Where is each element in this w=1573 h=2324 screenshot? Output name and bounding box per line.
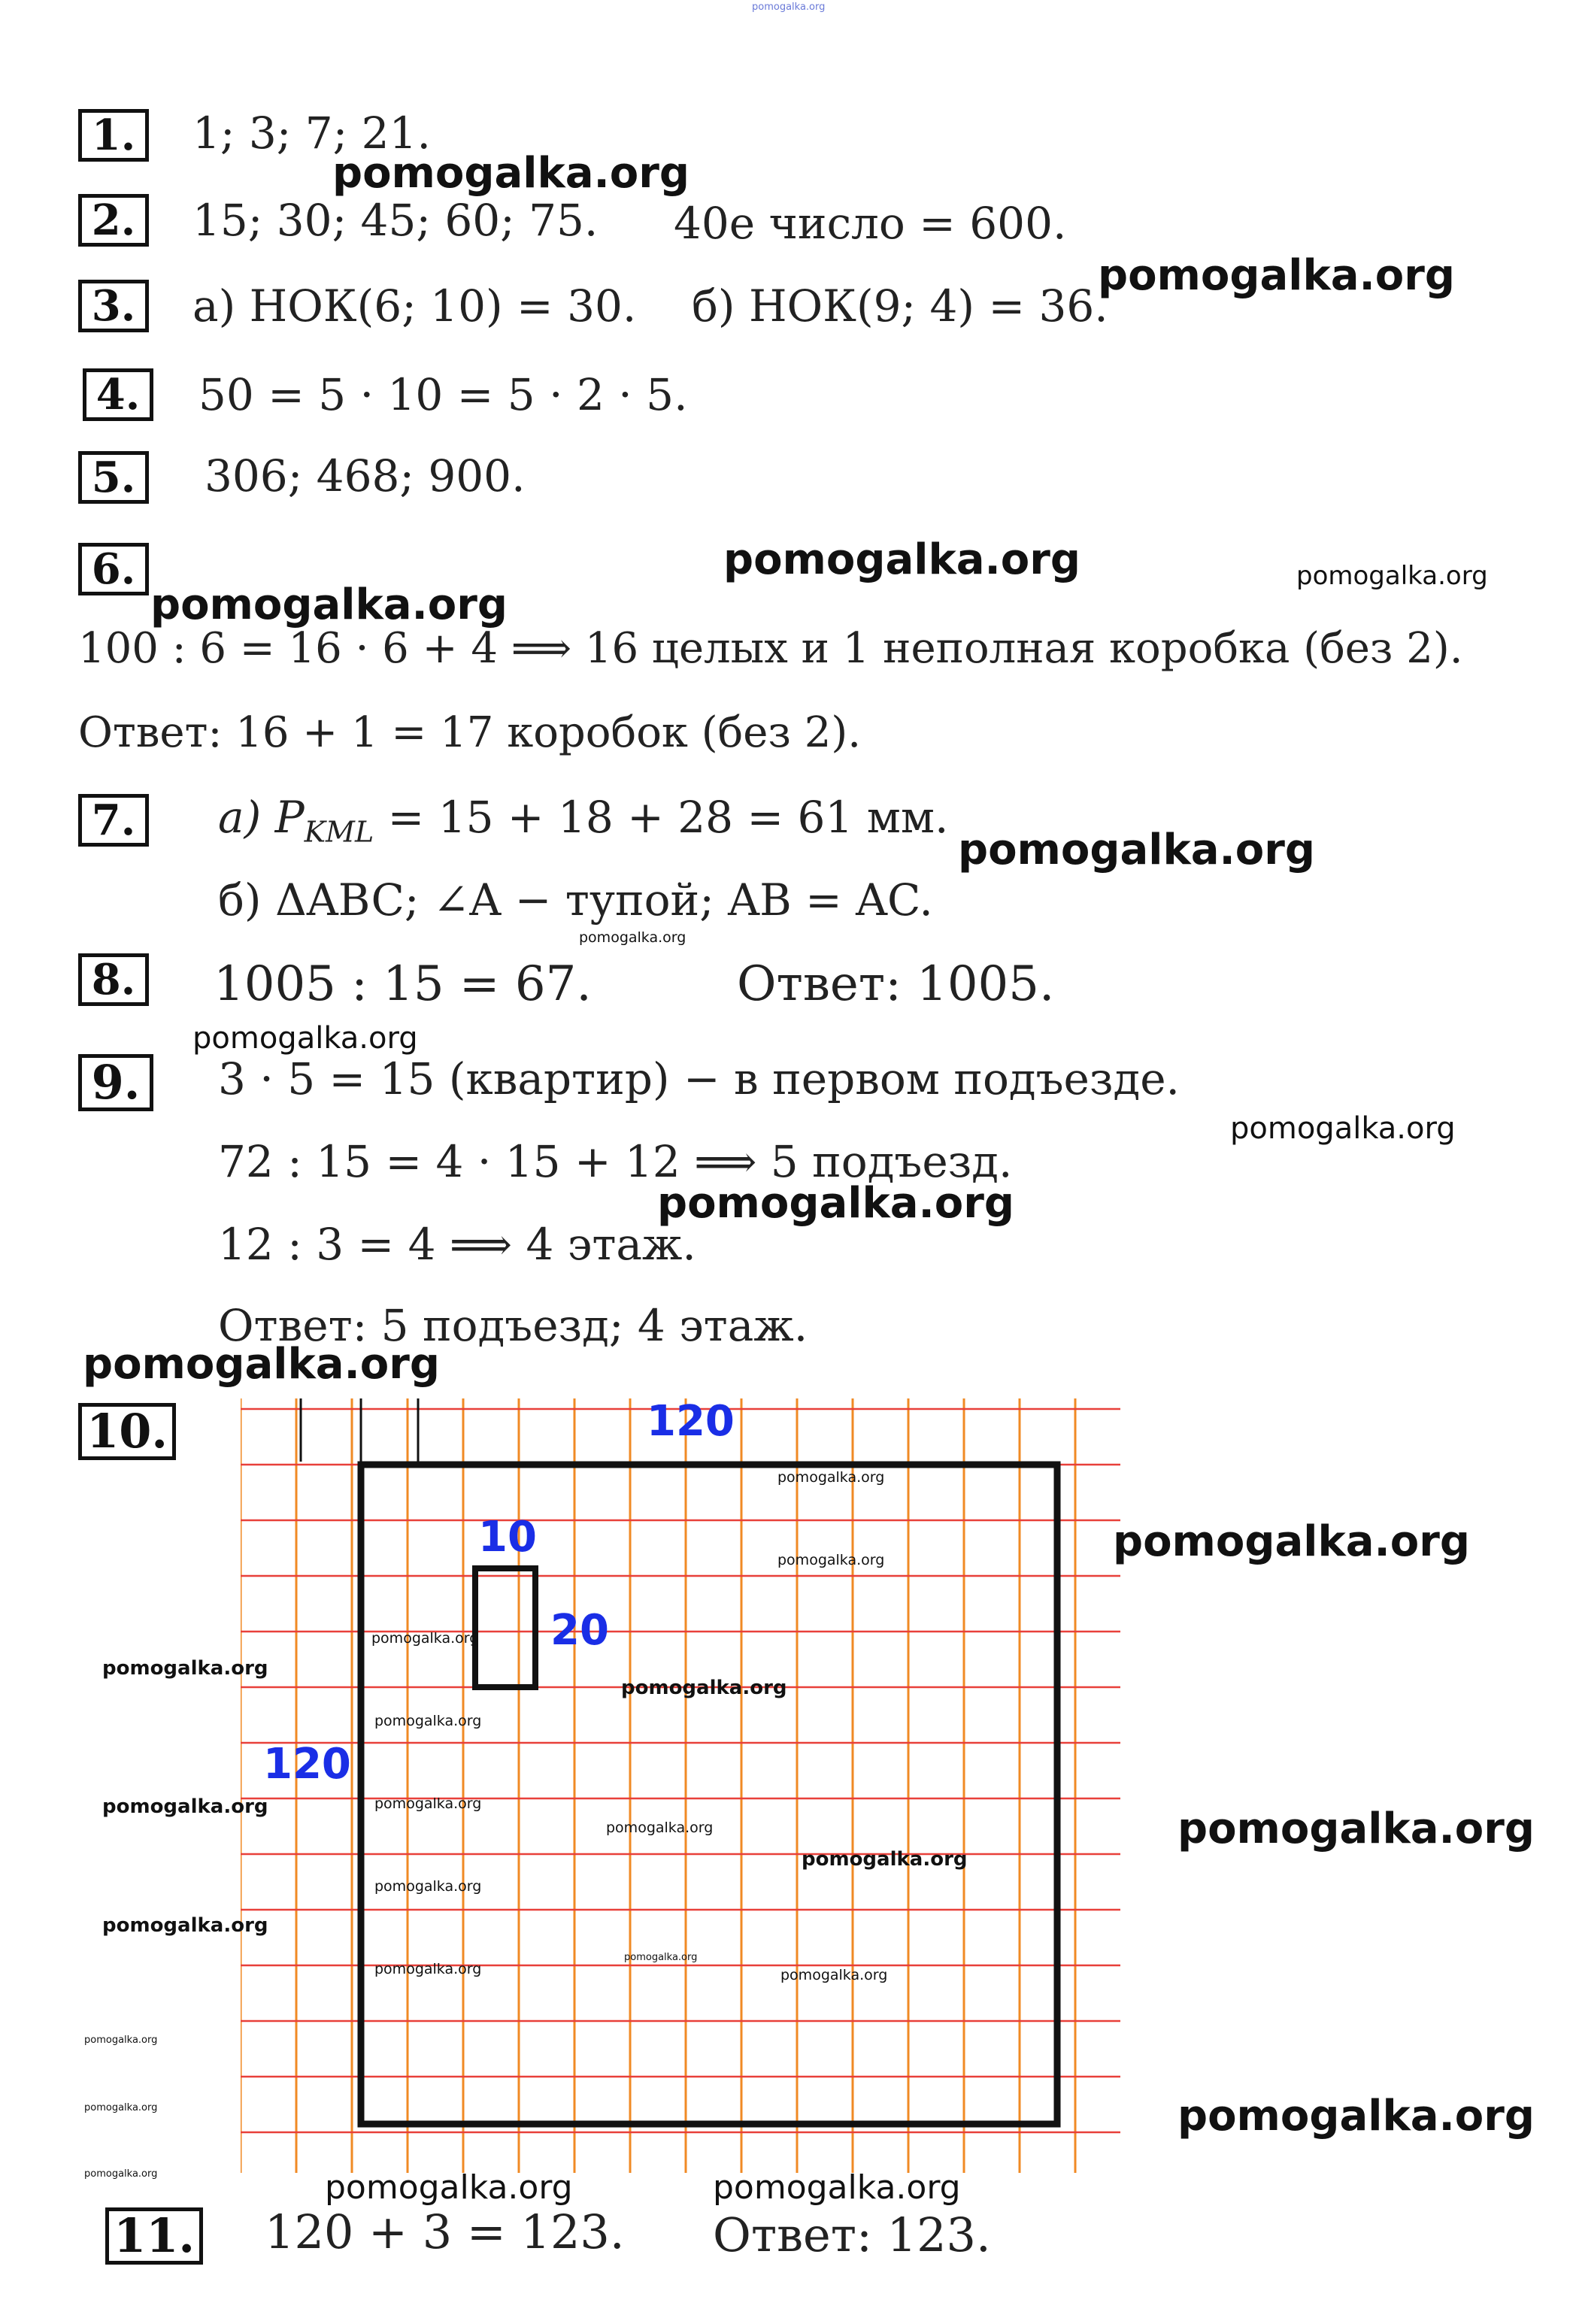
task-6-line-1: 100 : 6 = 16 · 6 + 4 ⟹ 16 целых и 1 неполная коробка (без 2). — [78, 624, 1463, 673]
task-8-text: 1005 : 15 = 67. — [214, 956, 592, 1012]
watermark: pomogalka.org — [332, 149, 690, 198]
watermark: pomogalka.org — [374, 1713, 482, 1729]
task-7-a-prefix: а) P — [218, 792, 305, 843]
task-7-a-subscript: KML — [304, 815, 374, 849]
watermark: pomogalka.org — [579, 929, 686, 946]
task-9-answer: Ответ: 5 подъезд; 4 этаж. — [218, 1300, 808, 1351]
watermark: pomogalka.org — [150, 580, 508, 629]
grid-lines — [241, 1398, 1120, 2173]
task-8-number: 8. — [78, 953, 149, 1006]
task-7-part-a — [218, 791, 948, 859]
task-1-text: 1; 3; 7; 21. — [192, 108, 431, 159]
small-rectangle — [475, 1568, 535, 1687]
watermark: pomogalka.org — [374, 1795, 482, 1812]
watermark: pomogalka.org — [1177, 2092, 1535, 2141]
watermark: pomogalka.org — [102, 1914, 268, 1937]
large-rectangle — [361, 1465, 1057, 2124]
task-2-text: 15; 30; 45; 60; 75. — [192, 195, 599, 246]
task-3-number: 3. — [78, 280, 149, 332]
watermark: pomogalka.org — [1098, 251, 1455, 300]
task-1-number: 1. — [78, 109, 149, 162]
label-small-height-20: 20 — [550, 1606, 609, 1655]
task-7-a-rest: = 15 + 18 + 28 = 61 мм. — [374, 792, 949, 843]
task-2-extra: 40е число = 600. — [674, 198, 1067, 249]
watermark: pomogalka.org — [657, 1179, 1014, 1228]
label-small-width-10: 10 — [478, 1513, 537, 1562]
task-9-line-1: 3 · 5 = 15 (квартир) − в первом подъезде. — [218, 1053, 1180, 1104]
task-6-number: 6. — [78, 543, 149, 595]
watermark: pomogalka.org — [958, 826, 1315, 874]
task-3-part-b: б) НОК(9; 4) = 36. — [692, 280, 1108, 332]
watermark: pomogalka.org — [374, 1878, 482, 1895]
task-10-number: 10. — [78, 1403, 176, 1460]
watermark: pomogalka.org — [1113, 1517, 1470, 1566]
watermark: pomogalka.org — [102, 1657, 268, 1680]
watermark: pomogalka.org — [780, 1967, 888, 1983]
watermark: pomogalka.org — [374, 1961, 482, 1977]
task-5-text: 306; 468; 900. — [205, 450, 526, 501]
watermark: pomogalka.org — [84, 2035, 158, 2046]
watermark: pomogalka.org — [777, 1469, 885, 1486]
watermark: pomogalka.org — [606, 1820, 714, 1836]
task-4-number: 4. — [83, 368, 153, 421]
task-4-text: 50 = 5 · 10 = 5 · 2 · 5. — [199, 369, 688, 420]
watermark: pomogalka.org — [192, 1021, 418, 1056]
watermark: pomogalka.org — [621, 1677, 787, 1699]
task-5-number: 5. — [78, 451, 149, 504]
watermark: pomogalka.org — [713, 2168, 961, 2207]
watermark: pomogalka.org — [777, 1552, 885, 1568]
task-9-line-2: 72 : 15 = 4 · 15 + 12 ⟹ 5 подъезд. — [218, 1136, 1013, 1187]
label-height-120: 120 — [263, 1740, 351, 1789]
watermark: pomogalka.org — [102, 1795, 268, 1818]
watermark: pomogalka.org — [83, 1340, 440, 1389]
task-11-number: 11. — [105, 2207, 203, 2265]
task-11-text: 120 + 3 = 123. — [265, 2204, 625, 2259]
task-6-answer: Ответ: 16 + 1 = 17 коробок (без 2). — [78, 708, 862, 757]
watermark: pomogalka.org — [325, 2168, 573, 2207]
task-3-part-a: а) НОК(6; 10) = 30. — [192, 280, 637, 332]
task-7-number: 7. — [78, 794, 149, 847]
task-9-line-3: 12 : 3 = 4 ⟹ 4 этаж. — [218, 1219, 696, 1270]
header-site-label: pomogalka.org — [752, 2, 826, 13]
task-10-grid — [241, 1398, 1120, 2173]
task-9-number: 9. — [78, 1054, 153, 1111]
watermark: pomogalka.org — [723, 535, 1080, 584]
watermark: pomogalka.org — [1177, 1804, 1535, 1853]
task-2-number: 2. — [78, 194, 149, 247]
watermark: pomogalka.org — [371, 1630, 479, 1647]
watermark: pomogalka.org — [624, 1952, 698, 1963]
watermark: pomogalka.org — [84, 2102, 158, 2113]
task-11-answer: Ответ: 123. — [713, 2207, 991, 2262]
watermark: pomogalka.org — [1296, 561, 1488, 591]
task-7-part-b: б) ΔABC; ∠A − тупой; AB = AC. — [218, 874, 933, 926]
watermark: pomogalka.org — [1230, 1111, 1456, 1146]
watermark: pomogalka.org — [802, 1848, 968, 1871]
task-8-answer: Ответ: 1005. — [737, 956, 1055, 1012]
watermark: pomogalka.org — [84, 2168, 158, 2180]
label-width-120: 120 — [647, 1397, 735, 1446]
